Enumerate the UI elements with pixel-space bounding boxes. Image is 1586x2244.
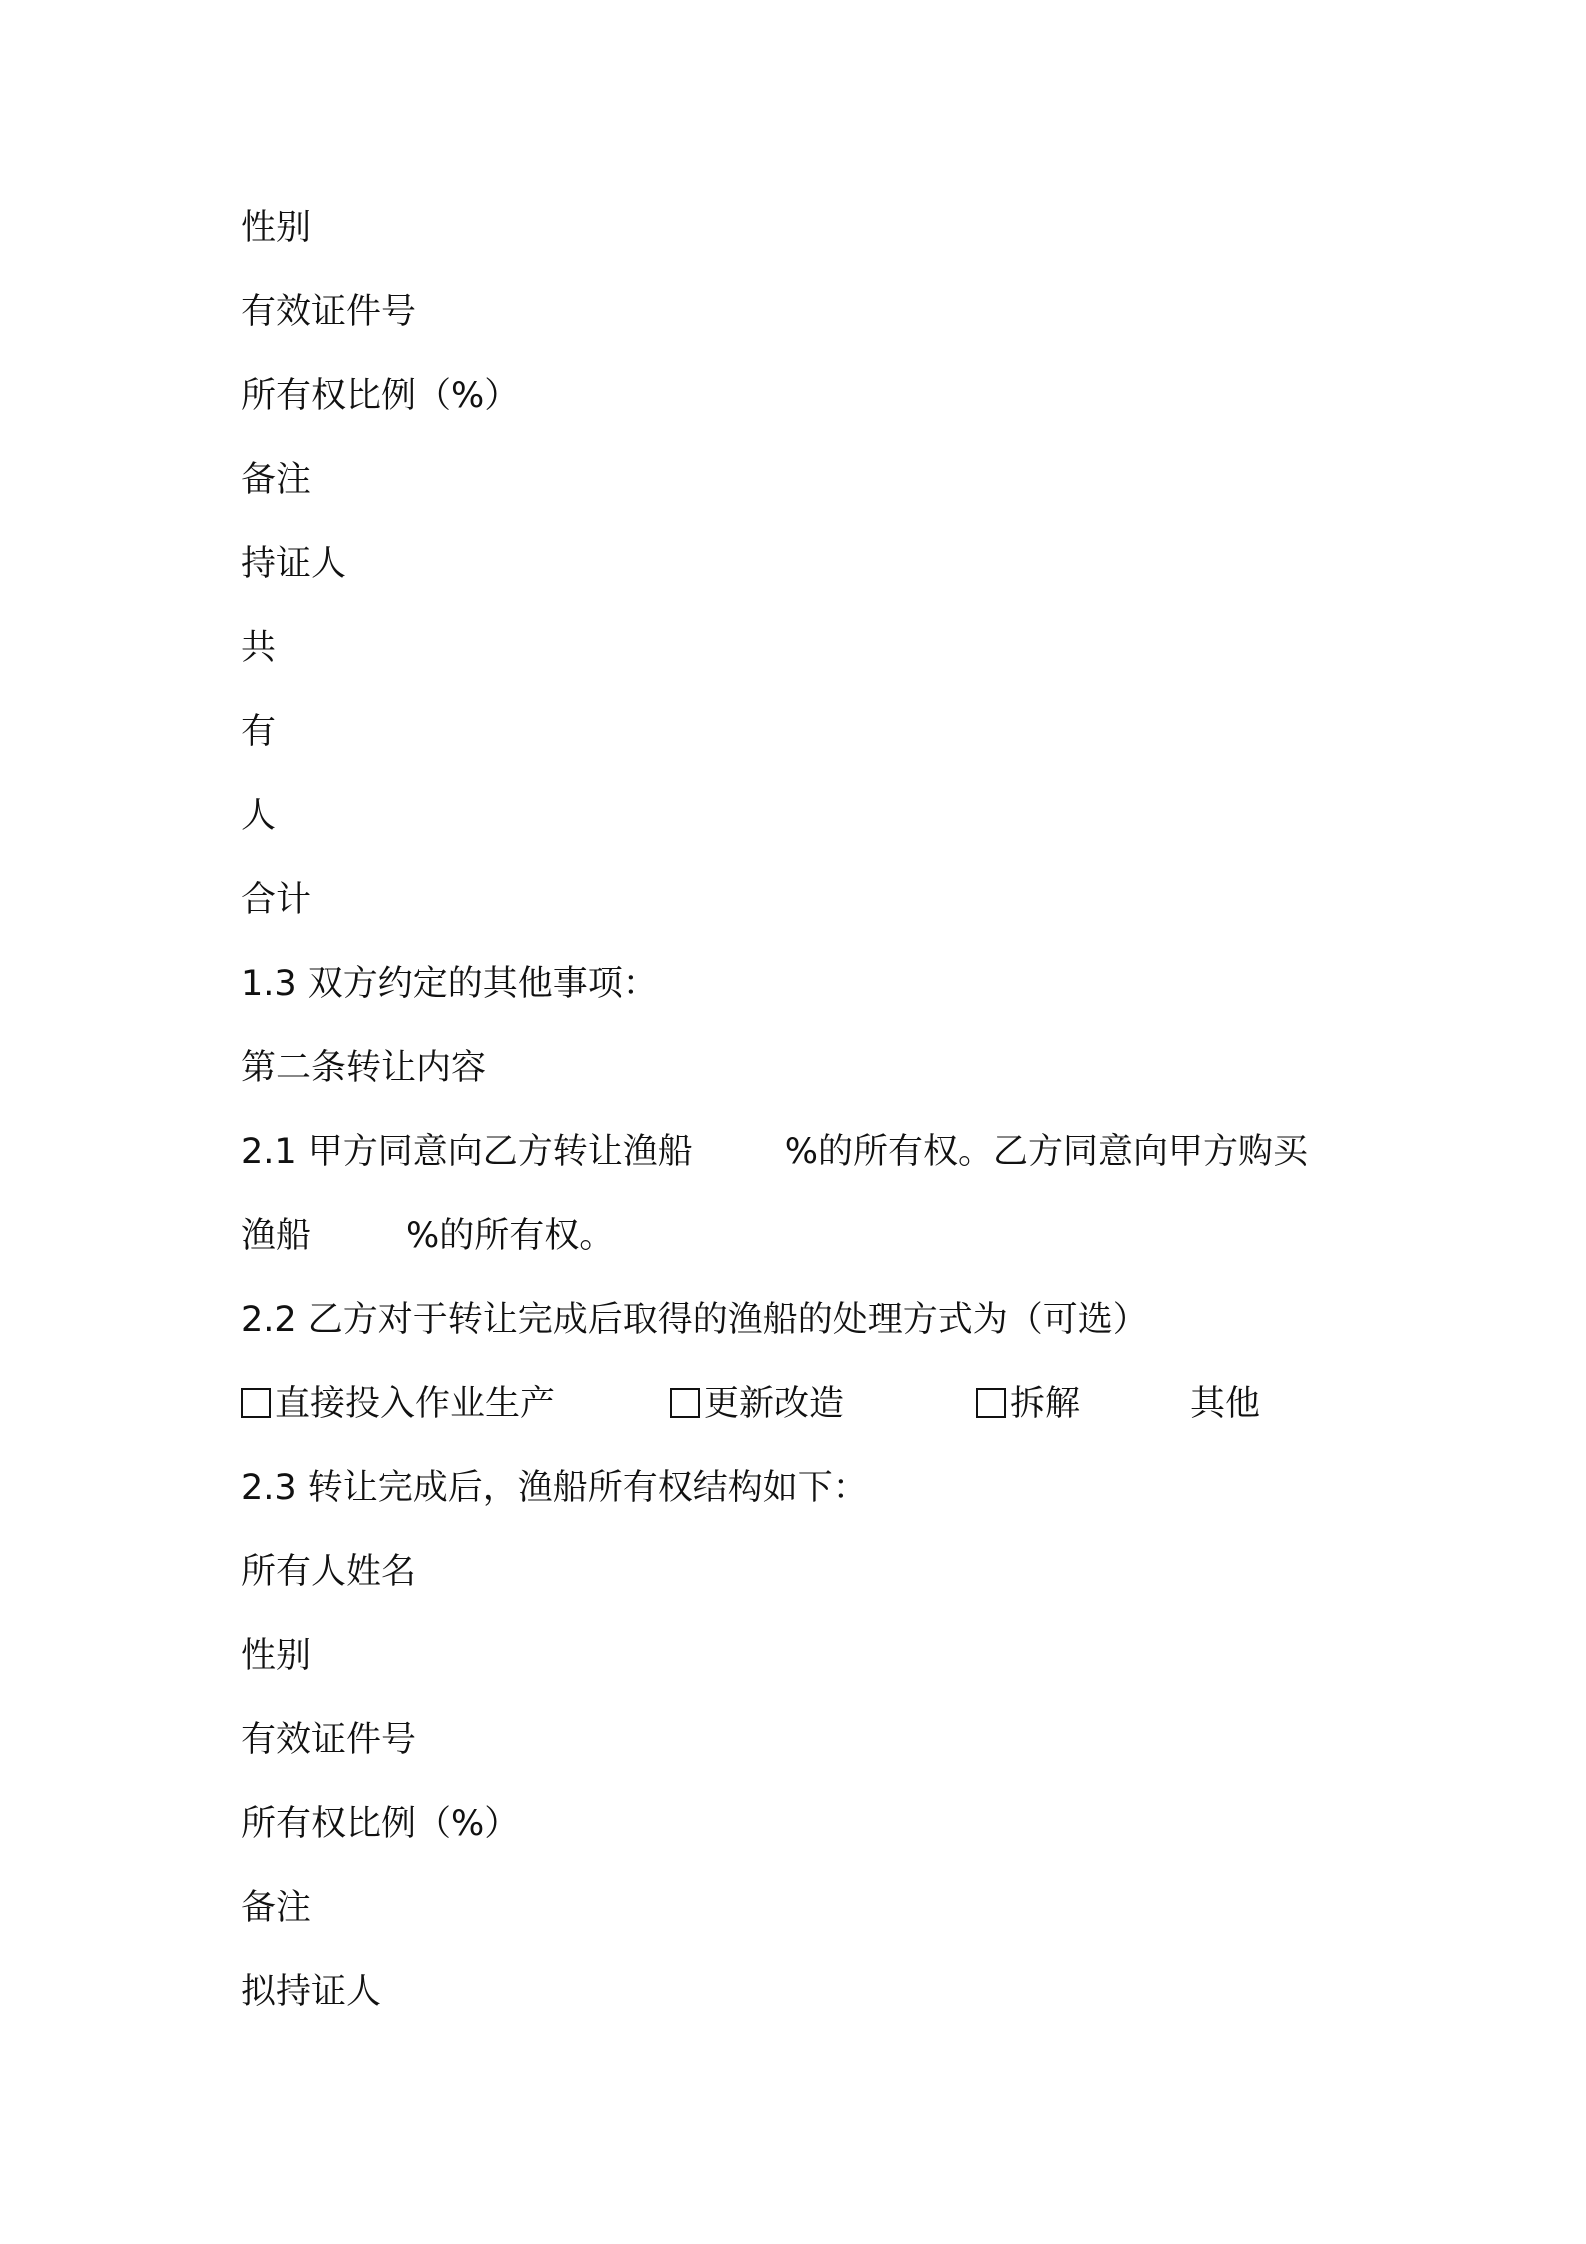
id-number-label: 有效证件号 (241, 1720, 417, 1760)
clause-2-1-line-1 (241, 1127, 1308, 1177)
option-other: 其他 (1190, 1384, 1261, 1424)
total-label: 合计 (241, 880, 312, 920)
gender-label: 性别 (241, 208, 312, 248)
co-owner-char: 人 (241, 796, 277, 836)
option-label: 拆解 (1010, 1384, 1081, 1424)
clause-2-2: 2.2 乙方对于转让完成后取得的渔船的处理方式为（可选） (241, 1300, 1148, 1340)
co-owner-char: 有 (241, 712, 277, 752)
option-label: 直接投入作业生产 (275, 1384, 556, 1424)
id-number-label: 有效证件号 (241, 292, 417, 332)
clause-2-3: 2.3 转让完成后，渔船所有权结构如下： (241, 1468, 868, 1508)
ownership-ratio-label: 所有权比例（%） (241, 376, 520, 416)
remarks-label: 备注 (241, 460, 312, 500)
clause-2-1-line-2 (241, 1211, 614, 1261)
clause-2-1-text-a: 2.1 甲方同意向乙方转让渔船 (241, 1132, 693, 1172)
clause-1-3: 1.3 双方约定的其他事项： (241, 964, 658, 1004)
checkbox-icon[interactable] (976, 1388, 1006, 1418)
article-2-title: 第二条转让内容 (241, 1048, 487, 1088)
clause-2-1-text-c: 渔船 (241, 1216, 312, 1256)
checkbox-icon[interactable] (670, 1388, 700, 1418)
option-label: 更新改造 (704, 1384, 845, 1424)
disposal-options (241, 1379, 1260, 1429)
certificate-holder-label: 持证人 (241, 544, 347, 584)
gender-label: 性别 (241, 1636, 312, 1676)
checkbox-icon[interactable] (241, 1388, 271, 1418)
co-owner-char: 共 (241, 628, 277, 668)
option-direct-production[interactable] (241, 1384, 555, 1424)
clause-2-1-text-d: %的所有权。 (406, 1216, 615, 1256)
clause-2-1-text-b: %的所有权。乙方同意向甲方购买 (784, 1132, 1309, 1172)
proposed-holder-label: 拟持证人 (241, 1972, 382, 2012)
option-renovation[interactable] (670, 1384, 844, 1424)
owner-name-label: 所有人姓名 (241, 1552, 417, 1592)
option-dismantle[interactable] (976, 1384, 1080, 1424)
remarks-label: 备注 (241, 1888, 312, 1928)
ownership-ratio-label: 所有权比例（%） (241, 1804, 520, 1844)
